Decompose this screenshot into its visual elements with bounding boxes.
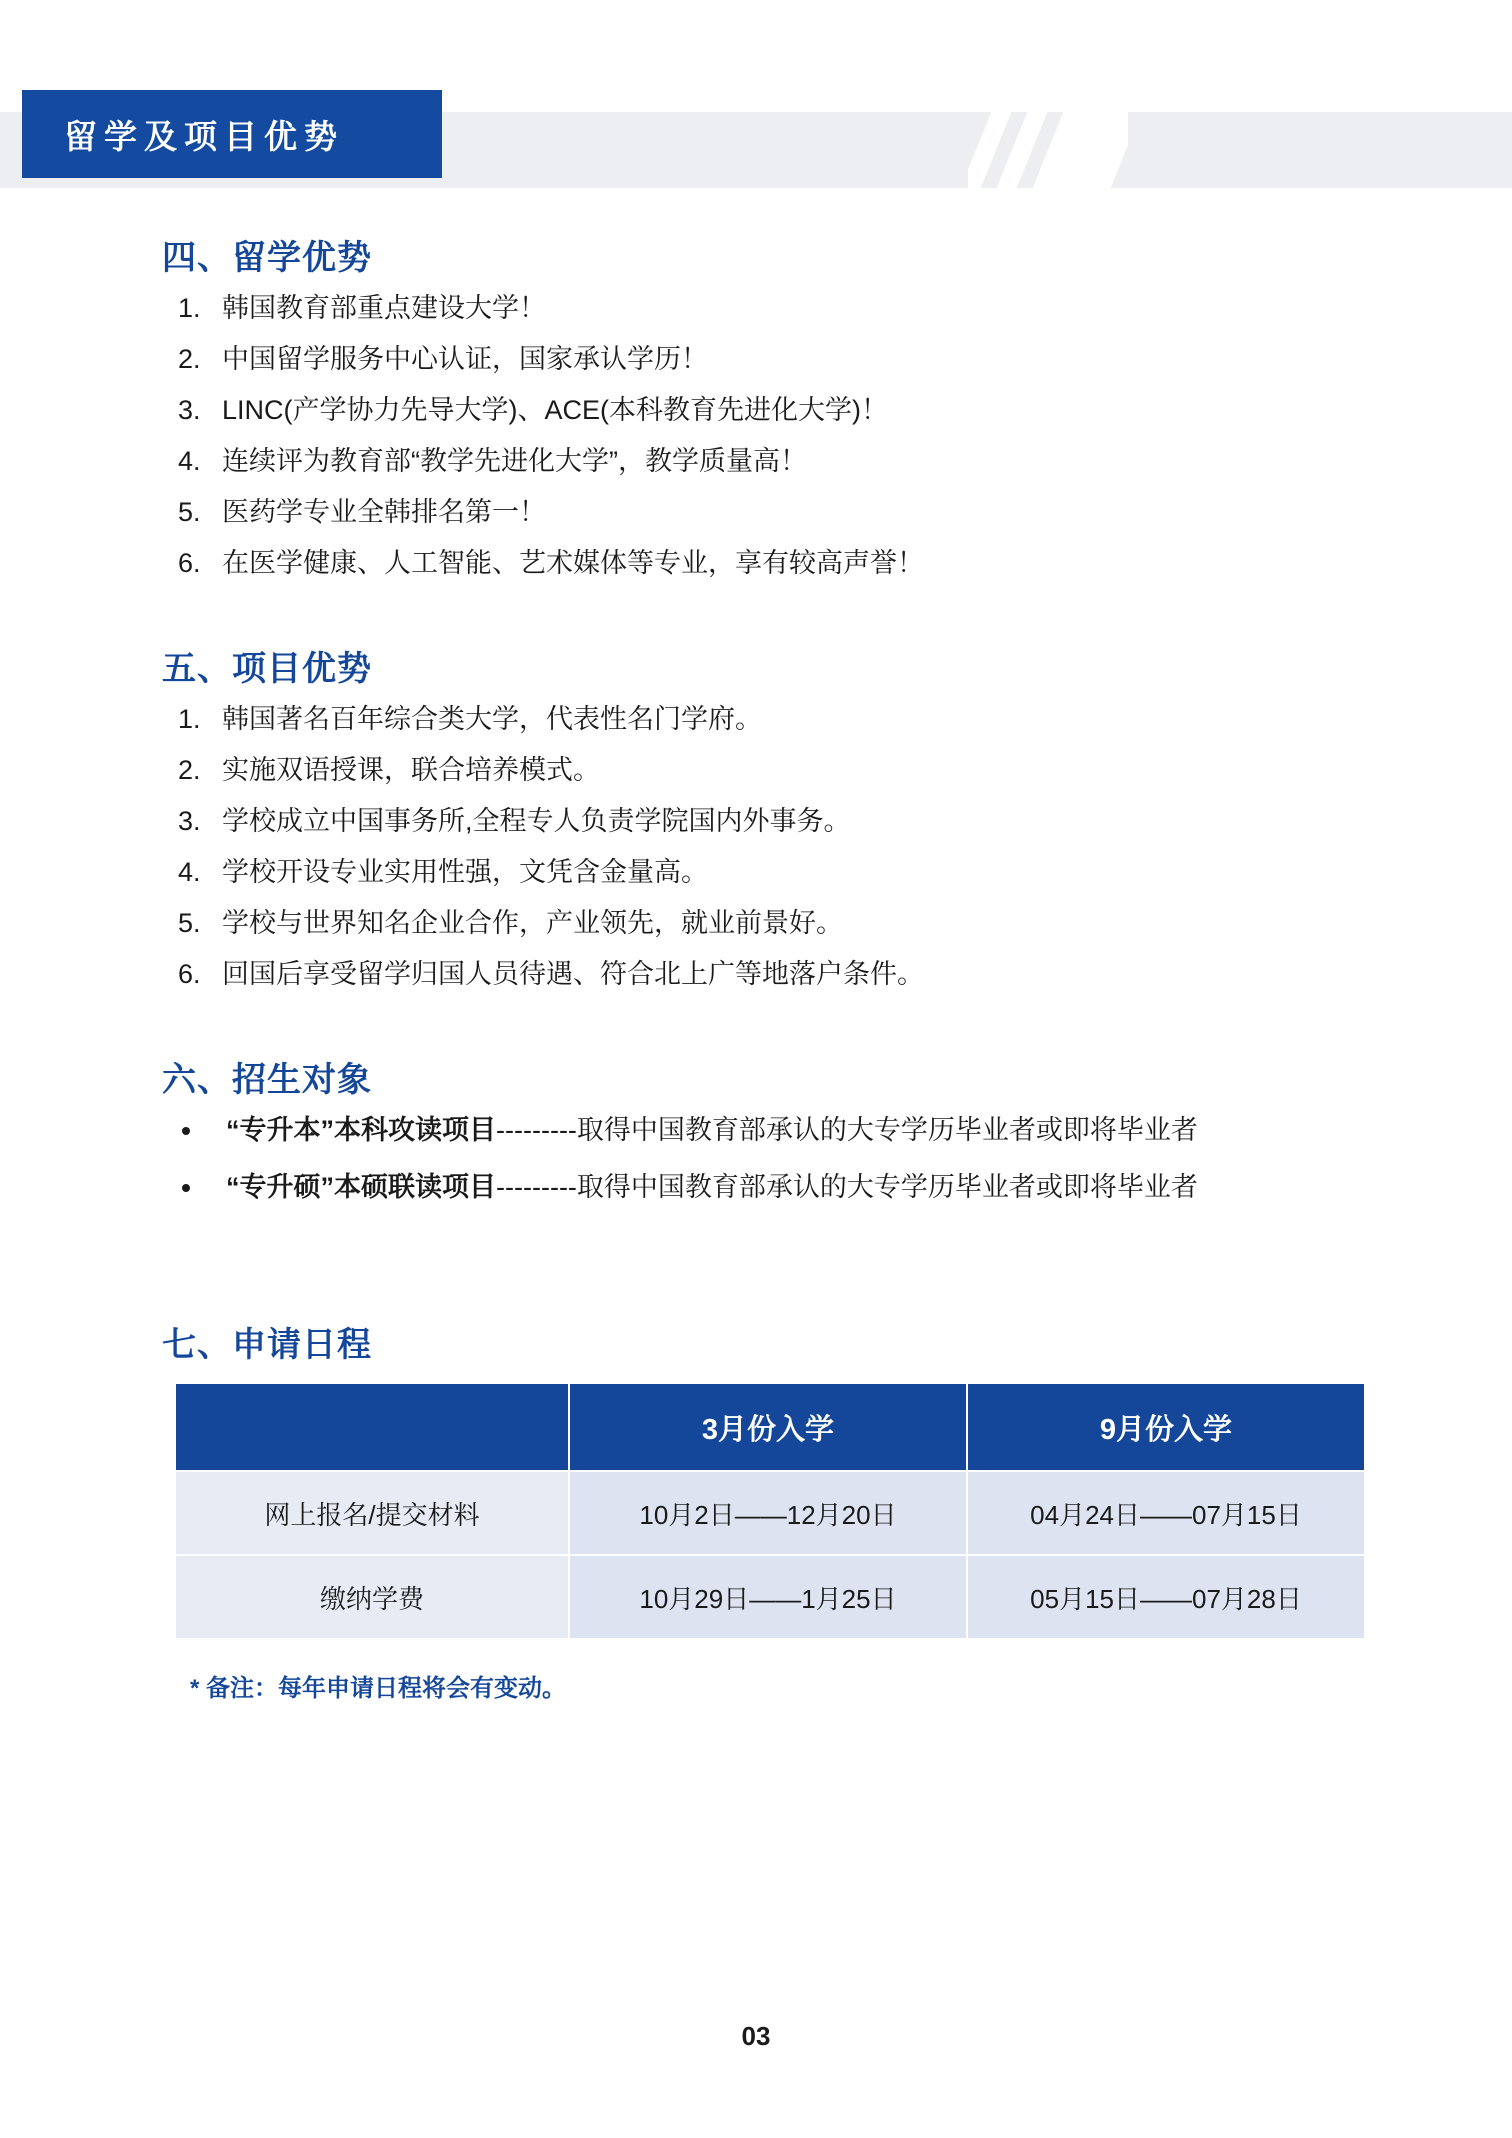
section-title-program-advantages: 五、项目优势 <box>162 650 372 688</box>
list-item-text-rest: ---------取得中国教育部承认的大专学历毕业者或即将毕业者 <box>496 1172 1198 1202</box>
section-application-schedule <box>0 1317 1512 1703</box>
section-program-advantages <box>0 641 1512 988</box>
list-item-number: 1. <box>178 704 201 734</box>
section-admission-targets <box>0 1052 1512 1201</box>
list-item <box>0 448 1512 475</box>
list-item-number: 5. <box>178 908 201 938</box>
list-item-number: 4. <box>178 857 201 887</box>
table-row <box>175 1471 1365 1555</box>
page-header <box>0 112 1512 188</box>
page-content <box>0 230 1512 1713</box>
list-item-number: 6. <box>178 959 201 989</box>
spacer <box>0 601 1512 641</box>
header-title-tab <box>22 90 442 178</box>
list-item <box>0 346 1512 373</box>
list-item <box>0 1117 1512 1144</box>
list-item <box>0 706 1512 733</box>
list-item <box>0 550 1512 577</box>
list-item-number: 3. <box>178 395 201 425</box>
list-item-text <box>178 1174 1198 1201</box>
list-item-text: 韩国教育部重点建设大学！ <box>222 293 546 323</box>
study-advantages-list <box>0 295 1512 577</box>
schedule-table-head <box>175 1383 1365 1471</box>
schedule-table-wrapper <box>0 1382 1512 1640</box>
list-item-text: 中国留学服务中心认证，国家承认学历！ <box>222 344 708 374</box>
list-item-number: 4. <box>178 446 201 476</box>
list-item-text: 学校开设专业实用性强，文凭含金量高。 <box>222 857 708 887</box>
list-item-number: 3. <box>178 806 201 836</box>
table-header-march: 3月份入学 <box>569 1383 967 1471</box>
list-item-number: 5. <box>178 497 201 527</box>
list-item <box>0 961 1512 988</box>
header-slash-decoration <box>968 112 1128 188</box>
list-item <box>0 295 1512 322</box>
list-item-text: 学校成立中国事务所,全程专人负责学院国内外事务。 <box>222 806 851 836</box>
list-item-text: 在医学健康、人工智能、艺术媒体等专业，享有较高声誉！ <box>222 548 924 578</box>
list-item-text-bold: “专升硕”本硕联读项目 <box>226 1172 496 1202</box>
table-row-label: 网上报名/提交材料 <box>175 1471 569 1555</box>
list-item-text: 学校与世界知名企业合作，产业领先，就业前景好。 <box>222 908 843 938</box>
list-item <box>0 397 1512 424</box>
list-item <box>0 1174 1512 1201</box>
section-title-application-schedule: 七、申请日程 <box>162 1326 372 1364</box>
table-row <box>175 1555 1365 1639</box>
schedule-table <box>174 1382 1366 1640</box>
list-item-number: 6. <box>178 548 201 578</box>
list-item-text-bold: “专升本”本科攻读项目 <box>226 1115 496 1145</box>
list-item <box>0 499 1512 526</box>
list-item-number: 2. <box>178 755 201 785</box>
table-header-row <box>175 1383 1365 1471</box>
schedule-table-body <box>175 1471 1365 1639</box>
list-item-text: 医药学专业全韩排名第一！ <box>222 497 546 527</box>
table-cell-september: 05月15日——07月28日 <box>967 1555 1365 1639</box>
table-row-label: 缴纳学费 <box>175 1555 569 1639</box>
list-item-text: LINC(产学协力先导大学)、ACE(本科教育先进化大学)！ <box>222 395 888 425</box>
table-cell-september: 04月24日——07月15日 <box>967 1471 1365 1555</box>
list-item <box>0 808 1512 835</box>
list-item-text: 回国后享受留学归国人员待遇、符合北上广等地落户条件。 <box>222 959 924 989</box>
list-item-text: 连续评为教育部“教学先进化大学”，教学质量高！ <box>222 446 807 476</box>
table-header-corner <box>175 1383 569 1471</box>
list-item <box>0 757 1512 784</box>
list-item <box>0 859 1512 886</box>
section-title-study-advantages: 四、留学优势 <box>162 239 372 277</box>
table-cell-march: 10月2日——12月20日 <box>569 1471 967 1555</box>
section-study-advantages <box>0 230 1512 577</box>
program-advantages-list <box>0 706 1512 988</box>
list-item-text: 韩国著名百年综合类大学，代表性名门学府。 <box>222 704 762 734</box>
page-number: 03 <box>741 2021 771 2051</box>
list-item-text <box>178 1117 1198 1144</box>
header-title-text: 留学及项目优势 <box>64 117 344 155</box>
list-item-number: 2. <box>178 344 201 374</box>
schedule-note: * 备注：每年申请日程将会有变动。 <box>190 1675 567 1702</box>
list-item-text: 实施双语授课，联合培养模式。 <box>222 755 600 785</box>
table-cell-march: 10月29日——1月25日 <box>569 1555 967 1639</box>
slash-shape-3 <box>1029 112 1128 188</box>
spacer <box>0 1012 1512 1052</box>
bullet-dot-icon <box>182 1127 190 1135</box>
table-header-september: 9月份入学 <box>967 1383 1365 1471</box>
admission-targets-list <box>0 1117 1512 1201</box>
list-item <box>0 910 1512 937</box>
list-item-text-rest: ---------取得中国教育部承认的大专学历毕业者或即将毕业者 <box>496 1115 1198 1145</box>
section-title-admission-targets: 六、招生对象 <box>162 1061 372 1099</box>
bullet-dot-icon <box>182 1184 190 1192</box>
spacer <box>0 1231 1512 1317</box>
list-item-number: 1. <box>178 293 201 323</box>
